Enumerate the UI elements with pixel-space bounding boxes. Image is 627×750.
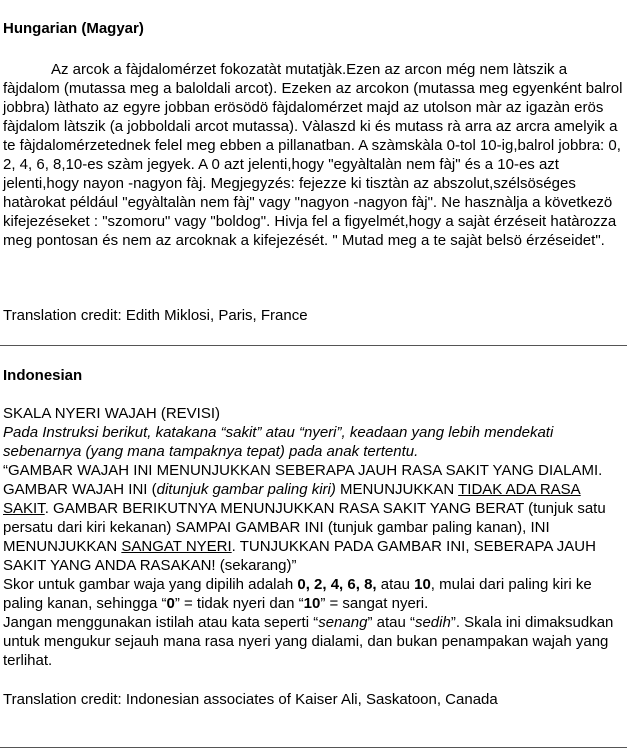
section-divider bbox=[0, 345, 627, 346]
hungarian-body: Az arcok a fàjdalomérzet fokozatàt mutatjàk.Ezen az arcon még nem làtszik a fàjdalom (mutassa meg a baloldali arcot). Ezeken az arcokon (mutassa meg egyenként balrol jobbra) làthato az egyre jobban erösödö fàjdalomérzet majd az utolson màr az igazàn erös fàjdalom làtszik (a jobboldali arcot mutassa). Vàlaszd ki és mutass rà arra az arcra amelyik a te fàjdalomérzetednek felel meg ebben a pillanatban. A szàmskàla 0-tol 10-ig,balrol jobbra: 0, 2, 4, 6, 8,10-es szàm jegyek. A 0 azt jelenti,hogy "egyàltalàn nem fàj" és a 10-es azt jelenti,hogy nayon -nagyon fàj. Megjegyzés: fejezze ki tisztàn az abszolut,szélsöséges hatàrokat például "egyàltalàn nem fàj" vagy "nagyon -nagyon fàj". Ne hasznàlja a következö kifejezéseket : "szomoru" vagy "boldog". Hivja fel a figyelmét,hogy a sajàt érzéseit hatàrozza meg pontosan és nem az arcoknak a kifejezését. " Mutad meg a te sajàt belsö érzéseidet". bbox=[3, 61, 623, 249]
hungarian-heading: Hungarian (Magyar) bbox=[3, 20, 144, 37]
indonesian-body bbox=[3, 404, 625, 670]
hungarian-paragraph bbox=[3, 60, 625, 250]
score-text: Skor untuk gambar waja yang dipilih adalah 0, 2, 4, 6, 8, atau 10, mulai dari paling kiri ke paling kanan, sehingga “0” = tidak nyeri dan “10” = sangat nyeri. bbox=[3, 576, 592, 612]
script-text: “GAMBAR WAJAH INI MENUNJUKKAN SEBERAPA JAUH RASA SAKIT YANG DIALAMI. GAMBAR WAJAH INI (ditunjuk gambar paling kiri) MENUNJUKKAN TIDAK ADA RASA SAKIT. GAMBAR BERIKUTNYA MENUNJUKKAN RASA SAKIT YANG BERAT (tunjuk satu persatu dari kiri kekanan) SAMPAI GAMBAR INI (tunjuk gambar paling kanan), INI MENUNJUKKAN SANGAT NYERI. TUNJUKKAN PADA GAMBAR INI, SEBERAPA JAUH SAKIT YANG ANDA RASAKAN! (sekarang)” bbox=[3, 462, 606, 574]
instruction: Pada Instruksi berikut, katakana “sakit” atau “nyeri”, keadaan yang lebih mendekati sebenarnya (yang mana tampaknya tepat) pada anak tertentu. bbox=[3, 424, 554, 460]
hungarian-credit: Translation credit: Edith Miklosi, Paris, France bbox=[3, 307, 308, 324]
indonesian-heading: Indonesian bbox=[3, 367, 83, 384]
indonesian-credit: Translation credit: Indonesian associates of Kaiser Ali, Saskatoon, Canada bbox=[3, 691, 498, 708]
bottom-divider bbox=[0, 747, 627, 748]
usage-note: Jangan menggunakan istilah atau kata seperti “senang” atau “sedih”. Skala ini dimaksudkan untuk mengukur sejauh mana rasa nyeri yang dialami, dan bukan penampakan wajah yang terlihat. bbox=[3, 614, 614, 669]
scale-title: SKALA NYERI WAJAH (REVISI) bbox=[3, 405, 220, 422]
